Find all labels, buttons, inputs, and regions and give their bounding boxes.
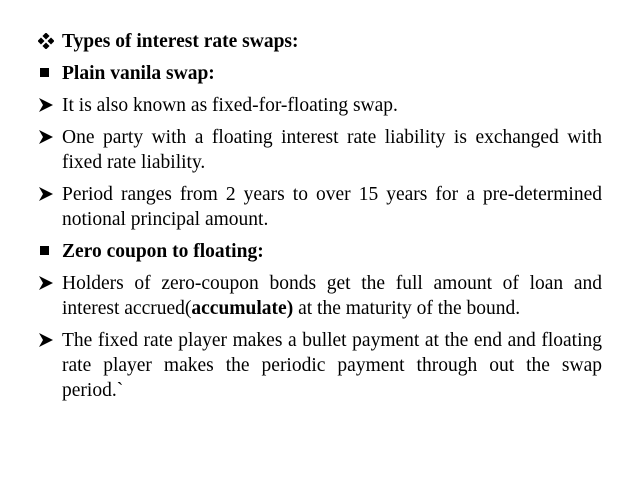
arrow-bullet-icon bbox=[38, 93, 62, 113]
text-segment: at the maturity of the bound. bbox=[293, 298, 521, 319]
list-item bbox=[38, 29, 602, 54]
arrow-bullet-icon bbox=[38, 182, 62, 202]
list-item-text: It is also known as fixed-for-floating swap. bbox=[62, 95, 398, 116]
square-bullet-icon bbox=[38, 239, 62, 255]
list-item bbox=[38, 93, 602, 118]
text-segment: Holders of zero-coupon bonds get the full amount of loan and interest accrued( bbox=[62, 273, 602, 319]
square-bullet-icon bbox=[38, 61, 62, 77]
list-item-text: The fixed rate player makes a bullet payment at the end and floating rate player makes the periodic payment through out the swap period.` bbox=[62, 330, 602, 401]
list-item bbox=[38, 271, 602, 321]
list-item-text: Types of interest rate swaps: bbox=[62, 31, 299, 52]
list-item-text: Plain vanila swap: bbox=[62, 63, 215, 84]
list-item bbox=[38, 328, 602, 403]
list-item-text: One party with a floating interest rate liability is exchanged with fixed rate liability. bbox=[62, 127, 602, 173]
list-item bbox=[38, 61, 602, 86]
diamond-bullet-icon bbox=[38, 29, 62, 49]
arrow-bullet-icon bbox=[38, 328, 62, 348]
list-item bbox=[38, 239, 602, 264]
list-item bbox=[38, 125, 602, 175]
bullet-list bbox=[38, 29, 602, 410]
list-item-text bbox=[62, 271, 602, 321]
list-item-text: Period ranges from 2 years to over 15 years for a pre-determined notional principal amount. bbox=[62, 184, 602, 230]
arrow-bullet-icon bbox=[38, 125, 62, 145]
arrow-bullet-icon bbox=[38, 271, 62, 291]
bold-text-segment: accumulate) bbox=[191, 298, 294, 319]
list-item-text: Zero coupon to floating: bbox=[62, 241, 264, 262]
list-item bbox=[38, 182, 602, 232]
